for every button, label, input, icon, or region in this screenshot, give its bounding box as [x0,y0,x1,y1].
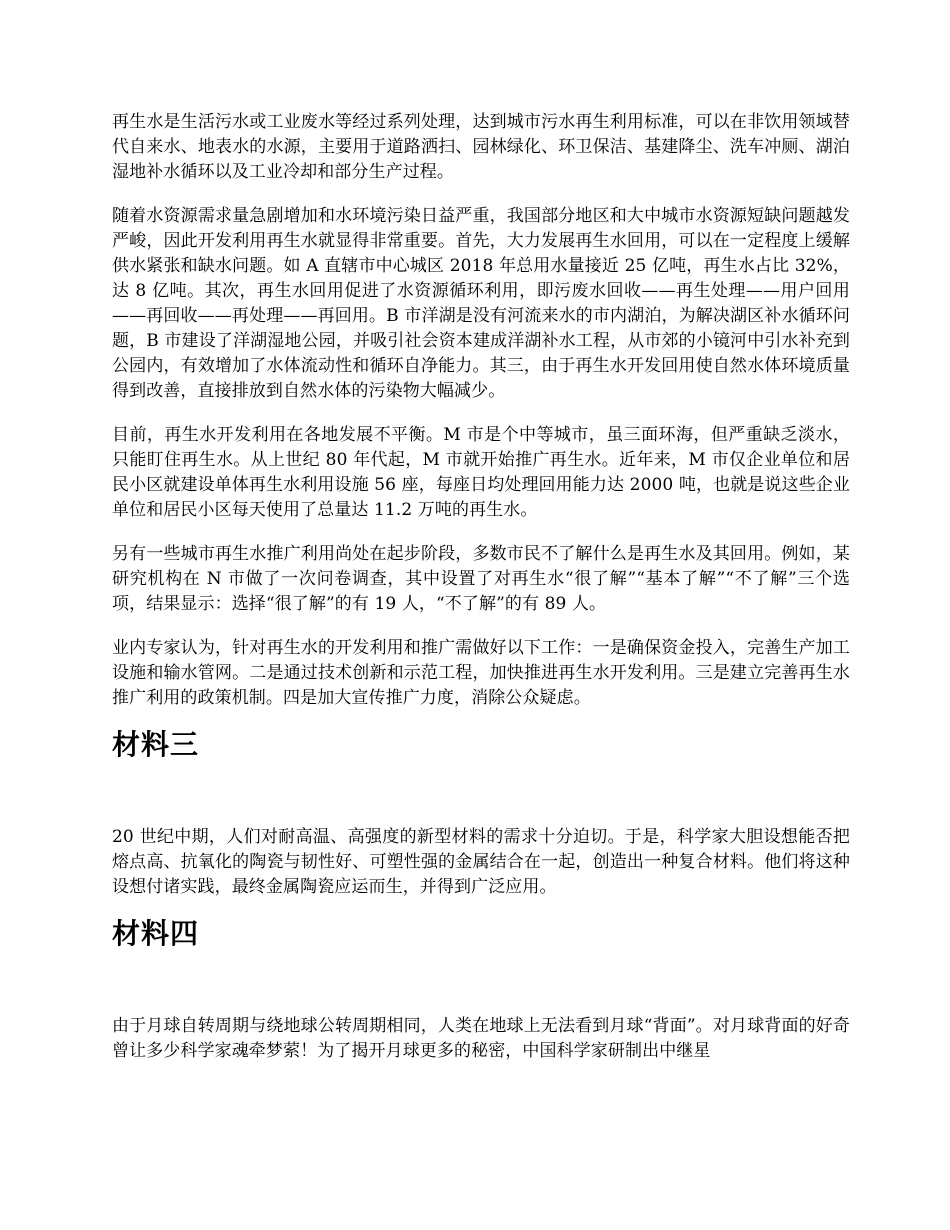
paragraph-cermet: 20 世纪中期，人们对耐高温、高强度的新型材料的需求十分迫切。于是，科学家大胆设想能否把熔点高、抗氧化的陶瓷与韧性好、可塑性强的金属结合在一起，创造出一种复合材料。他们将这种设想付诸实践，最终金属陶瓷应运而生，并得到广泛应用。 [112,827,850,897]
paragraph-survey: 另有一些城市再生水推广利用尚处在起步阶段，多数市民不了解什么是再生水及其回用。例如，某研究机构在 N 市做了一次问卷调查，其中设置了对再生水“很了解”“基本了解”“不了解”三个选项，结果显示：选择“很了解”的有 19 人，“不了解”的有 89 人。 [112,544,850,614]
document-page [112,110,850,1064]
paragraph-recycled-water-definition: 再生水是生活污水或工业废水等经过系列处理，达到城市污水再生利用标准，可以在非饮用领域替代自来水、地表水的水源，主要用于道路洒扫、园林绿化、环卫保洁、基建降尘、洗车冲厕、湖泊湿地补水循环以及工业冷却和部分生产过程。 [112,112,850,182]
section-title-material-four: 材料四 [112,917,200,950]
paragraph-uneven-development: 目前，再生水开发利用在各地发展不平衡。M 市是个中等城市，虽三面环海，但严重缺乏淡水，只能盯住再生水。从上世纪 80 年代起，M 市就开始推广再生水。近年来，M 市仅企业单位和居民小区就建设单体再生水利用设施 56 座，每座日均处理回用能力达 2000 吨，也就是说这些企业单位和居民小区每天使用了总量达 11.2 万吨的再生水。 [112,425,850,520]
paragraph-expert-advice: 业内专家认为，针对再生水的开发利用和推广需做好以下工作：一是确保资金投入，完善生产加工设施和输水管网。二是通过技术创新和示范工程，加快推进再生水开发利用。三是建立完善再生水推广利用的政策机制。四是加大宣传推广力度，消除公众疑虑。 [112,638,850,708]
paragraph-moon-far-side: 由于月球自转周期与绕地球公转周期相同，人类在地球上无法看到月球“背面”。对月球背面的好奇曾让多少科学家魂牵梦萦！为了揭开月球更多的秘密，中国科学家研制出中继星 [112,1016,850,1061]
section-title-material-three: 材料三 [112,728,200,761]
paragraph-recycled-water-importance: 随着水资源需求量急剧增加和水环境污染日益严重，我国部分地区和大中城市水资源短缺问题越发严峻，因此开发利用再生水就显得非常重要。首先，大力发展再生水回用，可以在一定程度上缓解供水紧张和缺水问题。如 A 直辖市中心城区 2018 年总用水量接近 25 亿吨，再生水占比 32%，达 8 亿吨。其次，再生水回用促进了水资源循环利用，即污废水回收——再生处理——用户回用——再回收——再处理——再回用。B 市洋湖是没有河流来水的市内湖泊，为解决湖区补水循环问题，B 市建设了洋湖湿地公园，并吸引社会资本建成洋湖补水工程，从市郊的小镜河中引水补充到公园内，有效增加了水体流动性和循环自净能力。其三，由于再生水开发回用使自然水体环境质量得到改善，直接排放到自然水体的污染物大幅减少。 [112,206,850,401]
